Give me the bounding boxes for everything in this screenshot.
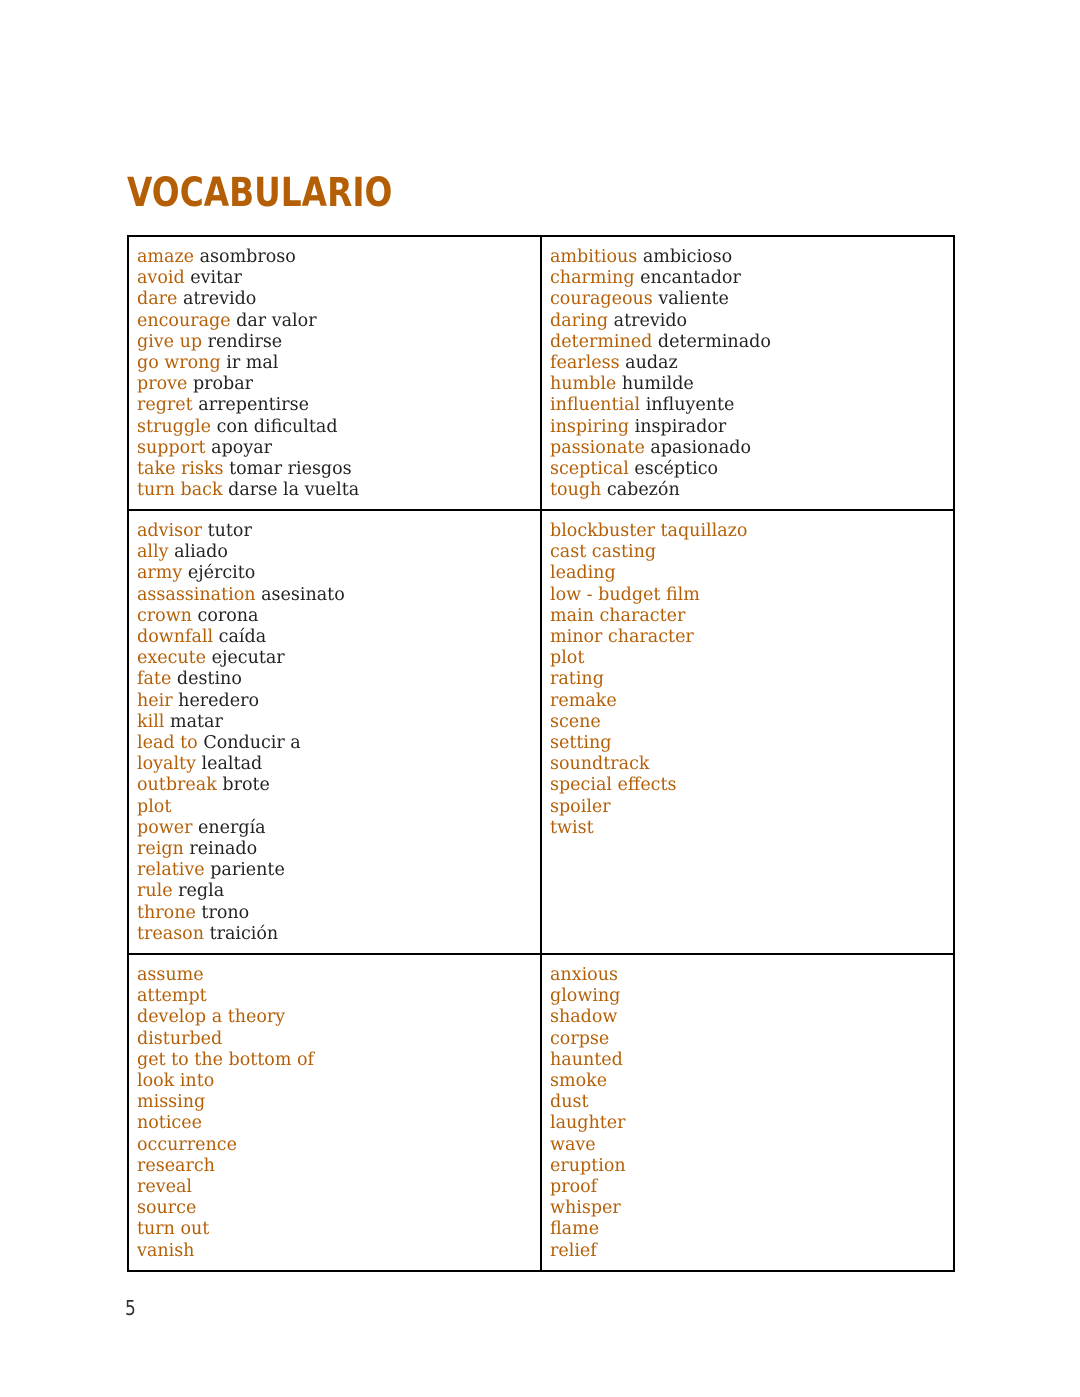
vocab-term: treason [137, 923, 204, 944]
vocab-entry [137, 818, 540, 839]
vocab-term: execute [137, 648, 207, 669]
vocab-term: influential [550, 395, 641, 416]
section-3-left-cell [128, 954, 541, 1271]
vocab-term: throne [137, 902, 196, 923]
vocab-entry [550, 712, 953, 733]
vocab-term: scene [550, 711, 601, 732]
vocab-term: missing [137, 1092, 206, 1113]
vocab-translation: tomar riesgos [229, 459, 352, 480]
vocab-entry [550, 627, 953, 648]
vocab-translation: heredero [178, 690, 259, 711]
vocab-translation: cabezón [606, 480, 680, 501]
vocab-translation: reinado [189, 839, 258, 860]
vocab-entry [550, 1198, 953, 1219]
vocab-term: struggle [137, 416, 212, 437]
vocab-translation: arrepentirse [198, 395, 309, 416]
vocab-translation: destino [176, 669, 242, 690]
vocab-translation: trono [201, 902, 250, 923]
vocab-translation: ejecutar [211, 648, 285, 669]
vocab-translation: con dificultad [216, 416, 338, 437]
vocab-term: dare [137, 289, 178, 310]
vocab-term: plot [137, 796, 172, 817]
vocab-term: source [137, 1198, 197, 1219]
vocab-entry [137, 606, 540, 627]
section-row-1 [128, 236, 954, 510]
vocab-term: corpse [550, 1028, 610, 1049]
vocab-term: inspiring [550, 416, 630, 437]
vocab-entry [550, 374, 953, 395]
vocab-entry [137, 775, 540, 796]
vocab-entry [550, 606, 953, 627]
vocab-entry [550, 818, 953, 839]
page-number: 5 [125, 1296, 136, 1320]
vocab-entry [137, 1092, 540, 1113]
vocab-entry [137, 1156, 540, 1177]
vocab-term: disturbed [137, 1028, 223, 1049]
vocab-entry [550, 733, 953, 754]
vocab-term: fate [137, 669, 172, 690]
vocab-translation: determinado [657, 331, 771, 352]
vocab-entry [550, 1113, 953, 1134]
vocab-translation: escéptico [634, 459, 719, 480]
vocab-term: crown [137, 605, 192, 626]
vocab-entry [137, 1135, 540, 1156]
vocab-term: vanish [137, 1240, 195, 1261]
vocab-term: wave [550, 1134, 596, 1155]
vocab-term: cast casting [550, 542, 657, 563]
vocab-entry [137, 374, 540, 395]
vocab-entry [550, 648, 953, 669]
vocab-entry [137, 733, 540, 754]
vocab-translation: humilde [621, 374, 694, 395]
vocab-term: get to the bottom of [137, 1049, 315, 1070]
vocab-term: army [137, 563, 183, 584]
vocab-term: eruption [550, 1155, 626, 1176]
vocab-term: prove [137, 374, 188, 395]
vocab-term: heir [137, 690, 173, 711]
vocab-translation: caída [218, 627, 267, 648]
vocab-term: sceptical [550, 459, 629, 480]
vocab-entry [550, 268, 953, 289]
vocab-translation: darse la vuelta [228, 480, 360, 501]
vocab-translation: ir mal [226, 353, 279, 374]
vocab-translation: rendirse [207, 331, 283, 352]
vocab-term: daring [550, 310, 609, 331]
vocab-term: twist [550, 817, 594, 838]
vocab-term: charming [550, 268, 635, 289]
vocab-entry [137, 332, 540, 353]
vocab-translation: inspirador [634, 416, 727, 437]
vocab-term: proof [550, 1177, 598, 1198]
vocab-term: passionate [550, 437, 645, 458]
vocab-term: leading [550, 563, 616, 584]
vocab-term: develop a theory [137, 1007, 286, 1028]
vocab-translation: asombroso [199, 247, 296, 267]
vocab-term: whisper [550, 1198, 621, 1219]
vocab-entry [137, 353, 540, 374]
vocab-entry [550, 1050, 953, 1071]
vocab-term: attempt [137, 986, 207, 1007]
vocab-entry [137, 417, 540, 438]
vocab-term: assassination [137, 584, 256, 605]
vocab-term: courageous [550, 289, 653, 310]
vocab-term: support [137, 437, 206, 458]
vocabulary-table [127, 235, 955, 1272]
vocab-entry [137, 542, 540, 563]
vocab-term: setting [550, 733, 612, 754]
vocab-entry [137, 459, 540, 480]
vocab-term: glowing [550, 986, 621, 1007]
vocab-term: take risks [137, 459, 224, 480]
vocab-term: relative [137, 860, 205, 881]
vocab-entry [137, 1050, 540, 1071]
vocab-term: spoiler [550, 796, 611, 817]
vocab-term: avoid [137, 268, 185, 289]
section-3-right-cell [541, 954, 954, 1271]
section-row-3 [128, 954, 954, 1271]
vocab-entry [550, 1219, 953, 1240]
vocab-entry [137, 1177, 540, 1198]
vocab-translation: matar [169, 711, 223, 732]
vocab-entry [137, 839, 540, 860]
vocab-term: advisor [137, 521, 203, 541]
vocab-translation: influyente [645, 395, 735, 416]
vocab-translation: regla [178, 881, 225, 902]
vocab-entry [550, 1156, 953, 1177]
vocab-entry [550, 585, 953, 606]
vocab-translation: ejército [187, 563, 256, 584]
vocab-translation: encantador [640, 268, 741, 289]
vocab-entry [137, 1113, 540, 1134]
vocab-term: downfall [137, 627, 214, 648]
vocab-entry [550, 754, 953, 775]
vocab-term: fearless [550, 353, 620, 374]
vocab-term: soundtrack [550, 754, 650, 775]
vocab-entry [137, 1007, 540, 1028]
vocab-entry [550, 1092, 953, 1113]
vocab-entry [550, 353, 953, 374]
vocab-translation: dar valor [236, 310, 317, 331]
vocab-entry [550, 395, 953, 416]
vocab-entry [137, 903, 540, 924]
vocab-term: tough [550, 480, 602, 501]
vocab-entry [137, 924, 540, 945]
vocab-term: shadow [550, 1007, 618, 1028]
vocab-term: reign [137, 839, 184, 860]
vocab-entry [550, 247, 953, 268]
vocab-entry [550, 438, 953, 459]
vocab-translation: evitar [190, 268, 242, 289]
vocab-term: humble [550, 374, 617, 395]
vocab-entry [137, 754, 540, 775]
vocab-term: turn out [137, 1219, 210, 1240]
page-title: VOCABULARIO [127, 170, 393, 216]
vocab-entry [550, 1071, 953, 1092]
vocab-term: research [137, 1155, 215, 1176]
vocab-entry [137, 1241, 540, 1262]
vocab-term: minor character [550, 627, 694, 648]
vocab-entry [550, 1029, 953, 1050]
vocab-term: loyalty [137, 754, 196, 775]
section-2-left-cell [128, 510, 541, 954]
vocab-term: rating [550, 669, 604, 690]
vocab-entry [550, 521, 953, 542]
vocab-term: low - budget film [550, 584, 700, 605]
vocab-term: laughter [550, 1113, 626, 1134]
vocab-entry [550, 417, 953, 438]
vocab-translation: audaz [625, 353, 678, 374]
vocab-term: blockbuster taquillazo [550, 521, 748, 541]
vocab-entry [550, 1177, 953, 1198]
vocab-term: go wrong [137, 353, 221, 374]
vocab-entry [550, 986, 953, 1007]
vocab-translation: energía [198, 817, 266, 838]
vocab-entry [550, 1007, 953, 1028]
vocab-term: anxious [550, 965, 618, 985]
vocab-entry [137, 311, 540, 332]
vocab-translation: probar [192, 374, 254, 395]
vocab-entry [550, 1241, 953, 1262]
vocab-translation: apasionado [650, 437, 752, 458]
vocab-translation: asesinato [261, 584, 345, 605]
vocab-translation: pariente [210, 860, 285, 881]
vocab-term: smoke [550, 1071, 608, 1092]
vocab-term: lead to [137, 733, 198, 754]
vocab-entry [550, 311, 953, 332]
section-2-right-cell [541, 510, 954, 954]
vocab-entry [137, 585, 540, 606]
vocab-entry [550, 542, 953, 563]
vocab-translation: apoyar [211, 437, 273, 458]
vocab-term: encourage [137, 310, 231, 331]
section-1-right-cell [541, 236, 954, 510]
vocab-entry [137, 797, 540, 818]
vocab-entry [137, 691, 540, 712]
vocab-translation: tutor [207, 521, 252, 541]
vocab-term: regret [137, 395, 193, 416]
vocab-term: determined [550, 331, 653, 352]
vocab-entry [137, 986, 540, 1007]
vocab-term: occurrence [137, 1134, 237, 1155]
vocab-entry [550, 332, 953, 353]
section-1-left-cell [128, 236, 541, 510]
vocab-term: noticee [137, 1113, 202, 1134]
vocab-entry [137, 1071, 540, 1092]
vocab-term: ambitious [550, 247, 638, 267]
vocab-translation: lealtad [201, 754, 263, 775]
vocab-entry [137, 712, 540, 733]
vocab-entry [137, 627, 540, 648]
vocab-translation: traición [209, 923, 279, 944]
vocab-term: reveal [137, 1177, 192, 1198]
vocab-entry [137, 669, 540, 690]
vocab-term: remake [550, 690, 617, 711]
vocab-entry [137, 563, 540, 584]
vocab-term: plot [550, 648, 585, 669]
vocab-entry [137, 648, 540, 669]
vocab-term: outbreak [137, 775, 217, 796]
vocab-entry [137, 268, 540, 289]
vocab-term: haunted [550, 1049, 623, 1070]
vocab-translation: atrevido [182, 289, 257, 310]
vocab-translation: atrevido [613, 310, 688, 331]
vocab-entry [137, 1219, 540, 1240]
vocab-term: give up [137, 331, 203, 352]
vocab-entry [550, 797, 953, 818]
vocab-entry [137, 438, 540, 459]
vocab-entry [137, 881, 540, 902]
vocab-entry [550, 691, 953, 712]
vocab-term: amaze [137, 247, 195, 267]
vocab-term: relief [550, 1240, 597, 1261]
vocab-term: dust [550, 1092, 589, 1113]
vocab-term: turn back [137, 480, 223, 501]
vocab-entry [550, 1135, 953, 1156]
vocab-translation: valiente [658, 289, 729, 310]
vocab-entry [137, 860, 540, 881]
vocab-term: power [137, 817, 193, 838]
vocab-term: rule [137, 881, 173, 902]
vocab-term: main character [550, 605, 686, 626]
vocab-entry [550, 459, 953, 480]
vocab-term: ally [137, 542, 169, 563]
vocab-entry [137, 480, 540, 501]
vocab-term: special effects [550, 775, 677, 796]
vocab-translation: brote [222, 775, 270, 796]
vocab-term: flame [550, 1219, 600, 1240]
vocab-translation: Conducir a [203, 733, 301, 754]
vocab-entry [137, 247, 540, 268]
vocab-entry [137, 965, 540, 986]
vocab-entry [550, 775, 953, 796]
vocab-translation: corona [197, 605, 259, 626]
vocab-entry [550, 563, 953, 584]
section-row-2 [128, 510, 954, 954]
vocab-term: assume [137, 965, 204, 985]
vocab-term: kill [137, 711, 165, 732]
vocab-entry [137, 395, 540, 416]
vocab-translation: aliado [174, 542, 228, 563]
vocab-entry [137, 521, 540, 542]
vocab-entry [550, 480, 953, 501]
vocab-entry [550, 669, 953, 690]
vocab-entry [550, 965, 953, 986]
vocab-entry [137, 289, 540, 310]
vocab-entry [137, 1198, 540, 1219]
vocab-translation: ambicioso [642, 247, 733, 267]
vocab-entry [137, 1029, 540, 1050]
vocab-entry [550, 289, 953, 310]
vocab-term: look into [137, 1071, 215, 1092]
